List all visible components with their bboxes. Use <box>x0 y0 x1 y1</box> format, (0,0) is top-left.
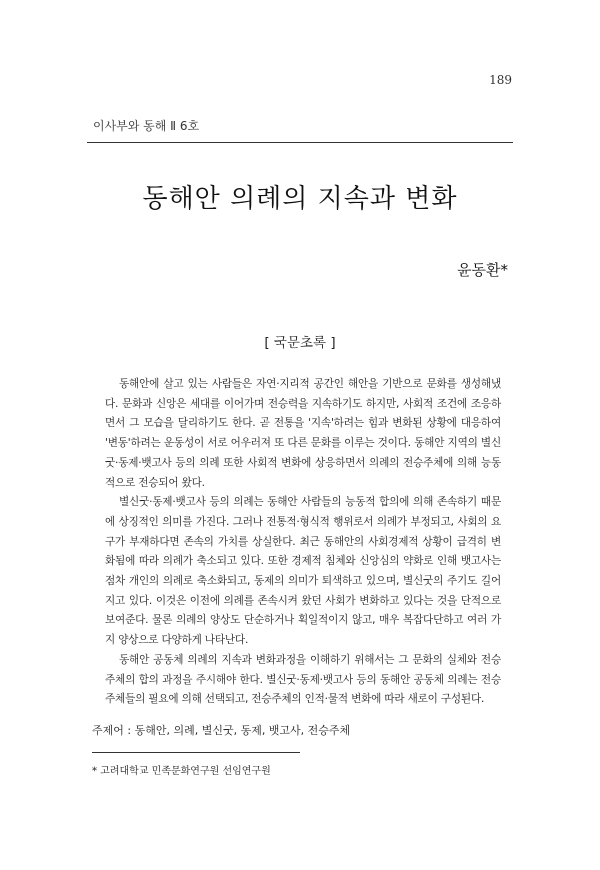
abstract-paragraph: 동해안에 살고 있는 사람들은 자연·지리적 공간인 해안을 기반으로 문화를 생성해냈다. 문화과 신앙은 세대를 이어가며 전승력을 지속하기도 하지만, 사회적 조건에 조응하면서 그 모습을 달리하기도 한다. 곧 전통을 '지속'하려는 힘과 변화된 상황에 대응하여 '변동'하려는 운동성이 서로 어우러져 또 다른 문화를 이루는 것이다. 동해안 지역의 별신굿·동제·뱃고사 등의 의례 또한 사회적 변화에 상응하면서 의례의 전승주체에 의해 능동적으로 전승되어 왔다. <box>105 378 501 489</box>
author-name: 윤동환* <box>457 261 508 279</box>
footnote-divider <box>92 752 300 753</box>
abstract-paragraph: 별신굿·동제·뱃고사 등의 의례는 동해안 사람들의 능동적 합의에 의해 존속하기 때문에 상징적인 의미를 가진다. 그러나 전통적·형식적 행위로서 의례가 부정되고, 사회의 요구가 부재하다면 존속의 가치를 상실한다. 최근 동해안의 사회경제적 상황이 급격히 변화됨에 따라 의례가 축소되고 있다. 또한 경제적 침체와 신앙심의 약화로 인해 뱃고사는 점차 개인의 의례로 축소화되고, 동제의 의미가 퇴색하고 있으며, 별신굿의 주기도 길어지고 있다. 이것은 이전에 의례를 존속시켜 왔던 사회가 변화하고 있다는 것을 단적으로 보여준다. 물론 의례의 양상도 단순하거나 획일적이지 않고, 매우 복잡다단하고 여러 가지 양상으로 다양하게 나타난다. <box>105 496 501 647</box>
abstract-heading: [ 국문초록 ] <box>264 335 336 351</box>
abstract-body <box>105 375 501 710</box>
paper-title: 동해안 의례의 지속과 변화 <box>142 184 458 214</box>
footnote: * 고려대학교 민족문화연구원 선임연구원 <box>92 766 271 777</box>
header-divider <box>87 142 513 143</box>
abstract-paragraph: 동해안 공동체 의례의 지속과 변화과정을 이해하기 위해서는 그 문화의 실체와 전승주체의 합의 과정을 주시해야 한다. 별신굿·동제·뱃고사 등의 동해안 공동체 의례는 전승주체들의 필요에 의해 선택되고, 전승주체의 인적·물적 변화에 따라 새로이 구성된다. <box>105 653 501 706</box>
keywords: 주제어 : 동해안, 의례, 별신굿, 동제, 뱃고사, 전승주체 <box>92 724 351 737</box>
page-number: 189 <box>489 73 512 87</box>
running-header: 이사부와 동해 Ⅱ 6호 <box>93 119 200 133</box>
